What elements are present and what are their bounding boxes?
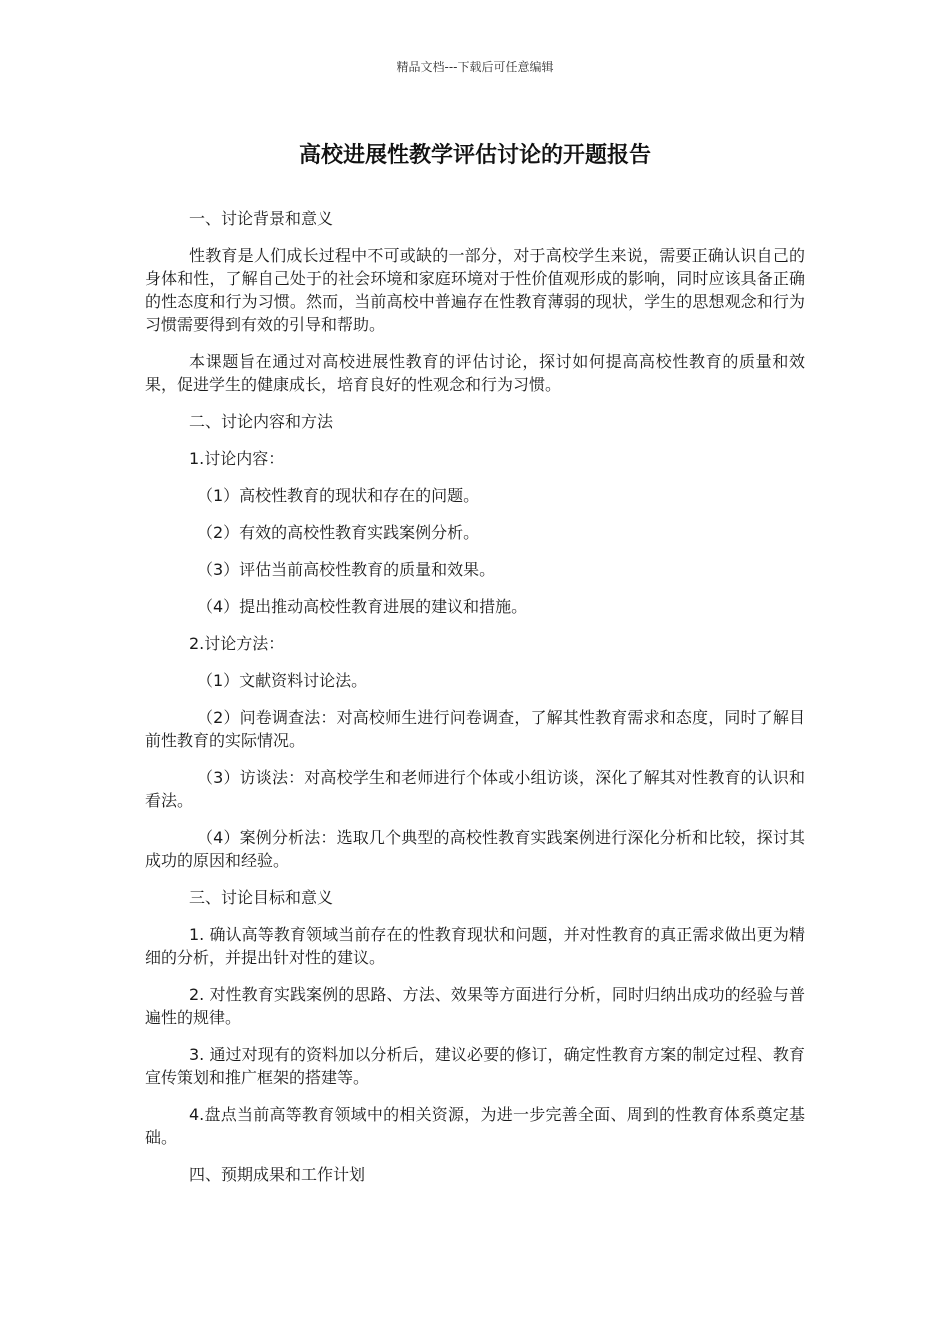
page-header: 精品文档---下载后可任意编辑 [396,60,554,74]
paragraph: 四、预期成果和工作计划 [189,1165,366,1184]
paragraph: 2. 对性教育实践案例的思路、方法、效果等方面进行分析，同时归纳出成功的经验与普遍性的规律。 [145,985,805,1027]
paragraph: 本课题旨在通过对高校进展性教育的评估讨论，探讨如何提高高校性教育的质量和效果，促进学生的健康成长，培育良好的性观念和行为习惯。 [145,352,805,394]
document-body [145,207,805,1200]
paragraph: （4）提出推动高校性教育进展的建议和措施。 [197,597,528,616]
paragraph: （2）有效的高校性教育实践案例分析。 [197,523,480,542]
paragraph: （3）访谈法：对高校学生和老师进行个体或小组访谈，深化了解其对性教育的认识和看法。 [145,768,805,810]
paragraph: （2）问卷调查法：对高校师生进行问卷调查，了解其性教育需求和态度，同时了解目前性教育的实际情况。 [145,708,805,750]
paragraph: 4.盘点当前高等教育领域中的相关资源，为进一步完善全面、周到的性教育体系奠定基础。 [145,1105,805,1147]
paragraph: （3）评估当前高校性教育的质量和效果。 [197,560,496,579]
paragraph: （4）案例分析法：选取几个典型的高校性教育实践案例进行深化分析和比较，探讨其成功的原因和经验。 [145,828,805,870]
paragraph: 1. 确认高等教育领域当前存在的性教育现状和问题，并对性教育的真正需求做出更为精细的分析，并提出针对性的建议。 [145,925,805,967]
paragraph: （1）文献资料讨论法。 [197,671,368,690]
paragraph: 三、讨论目标和意义 [189,888,334,907]
paragraph: （1）高校性教育的现状和存在的问题。 [197,486,480,505]
document-title: 高校进展性教学评估讨论的开题报告 [298,143,651,168]
paragraph: 2.讨论方法： [189,634,285,653]
paragraph: 1.讨论内容： [189,449,285,468]
paragraph: 3. 通过对现有的资料加以分析后，建议必要的修订，确定性教育方案的制定过程、教育宣传策划和推广框架的搭建等。 [145,1045,805,1087]
paragraph: 性教育是人们成长过程中不可或缺的一部分，对于高校学生来说，需要正确认识自己的身体和性，了解自己处于的社会环境和家庭环境对于性价值观形成的影响，同时应该具备正确的性态度和行为习惯。然而，当前高校中普遍存在性教育薄弱的现状，学生的思想观念和行为习惯需要得到有效的引导和帮助。 [145,246,805,334]
paragraph: 一、讨论背景和意义 [189,209,334,228]
paragraph: 二、讨论内容和方法 [189,412,334,431]
